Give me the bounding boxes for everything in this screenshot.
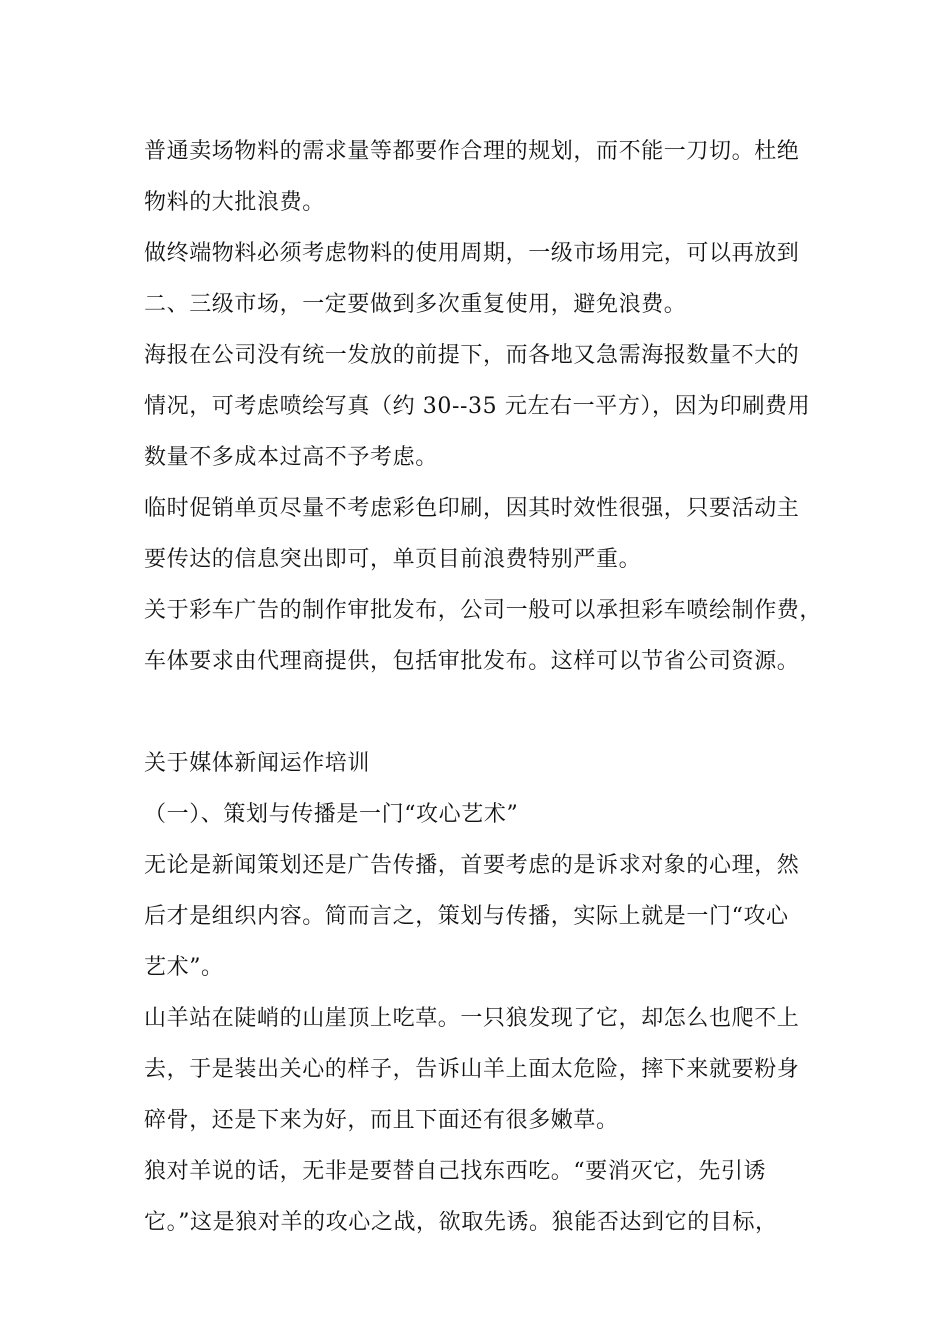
text-line: 临时促销单页尽量不考虑彩色印刷，因其时效性很强，只要活动主 [144, 496, 800, 521]
text-line: 做终端物料必须考虑物料的使用周期，一级市场用完，可以再放到 [144, 241, 800, 266]
text-line: 山羊站在陡峭的山崖顶上吃草。一只狼发现了它，却怎么也爬不上 [144, 1006, 800, 1031]
text-line: 狼对羊说的话，无非是要替自己找东西吃。“要消灭它，先引诱 [144, 1159, 767, 1184]
text-line: 二、三级市场，一定要做到多次重复使用，避免浪费。 [144, 292, 687, 317]
text-line: 海报在公司没有统一发放的前提下，而各地又急需海报数量不大的 [144, 343, 800, 368]
text-line: 碎骨，还是下来为好，而且下面还有很多嫩草。 [144, 1108, 619, 1133]
text-line: 关于彩车广告的制作审批发布，公司一般可以承担彩车喷绘制作费， [144, 598, 823, 623]
text-line: 去，于是装出关心的样子，告诉山羊上面太危险，摔下来就要粉身 [144, 1057, 800, 1082]
text-line: 普通卖场物料的需求量等都要作合理的规划，而不能一刀切。杜绝 [144, 139, 800, 164]
blank-line [144, 691, 844, 742]
text-line: 情况，可考虑喷绘写真（约 30--35 元左右一平方），因为印刷费用 [144, 394, 811, 419]
document-body [144, 130, 844, 1252]
text-line: 后才是组织内容。简而言之，策划与传播，实际上就是一门“攻心 [144, 904, 789, 929]
text-line: 艺术”。 [144, 955, 224, 980]
subsection-heading: （一）、策划与传播是一门“攻心艺术” [144, 802, 519, 827]
text-line: 数量不多成本过高不予考虑。 [144, 445, 438, 470]
text-line: 车体要求由代理商提供，包括审批发布。这样可以节省公司资源。 [144, 649, 800, 674]
section-heading: 关于媒体新闻运作培训 [144, 751, 371, 776]
text-line: 它。”这是狼对羊的攻心之战，欲取先诱。狼能否达到它的目标， [144, 1210, 778, 1235]
text-line: 物料的大批浪费。 [144, 190, 325, 215]
text-line: 要传达的信息突出即可，单页目前浪费特别严重。 [144, 547, 642, 572]
text-line: 无论是新闻策划还是广告传播，首要考虑的是诉求对象的心理，然 [144, 853, 800, 878]
